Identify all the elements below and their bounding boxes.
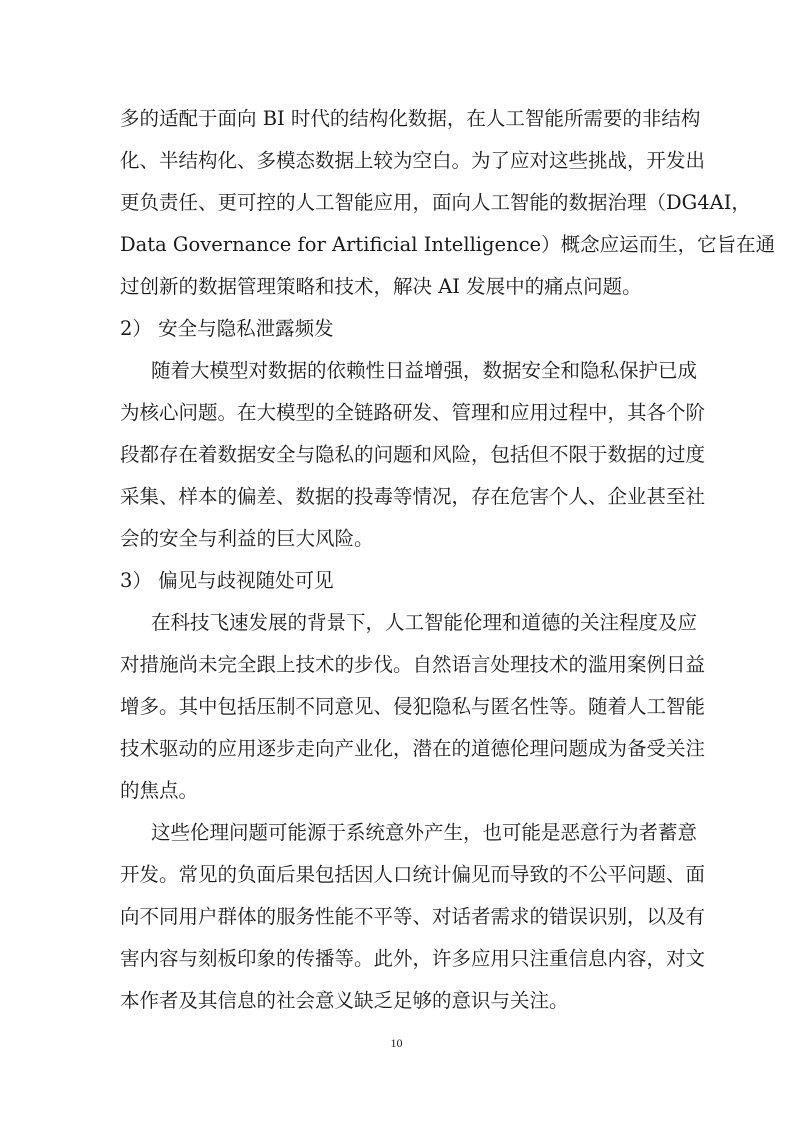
text-line: Data Governance for Artificial Intelligence）概念应运而生，它旨在通	[120, 233, 776, 256]
text-line: 会的安全与利益的巨大风险。	[120, 527, 374, 550]
page-number: 10	[390, 1036, 403, 1050]
text-line: 的焦点。	[120, 779, 199, 802]
section-heading-bias-discrimination: 3） 偏见与歧视随处可见	[120, 569, 334, 592]
text-line: 增多。其中包括压制不同意见、侵犯隐私与匿名性等。随着人工智能	[120, 695, 706, 718]
text-line: 更负责任、更可控的人工智能应用，面向人工智能的数据治理（DG4AI，	[120, 191, 751, 214]
text-line: 在科技飞速发展的背景下，人工智能伦理和道德的关注程度及应	[151, 611, 698, 634]
text-line: 技术驱动的应用逐步走向产业化，潜在的道德伦理问题成为备受关注	[120, 737, 706, 760]
text-line: 开发。常见的负面后果包括因人口统计偏见而导致的不公平问题、面	[120, 863, 706, 886]
text-line: 这些伦理问题可能源于系统意外产生，也可能是恶意行为者蓄意	[151, 821, 698, 844]
text-line: 采集、样本的偏差、数据的投毒等情况，存在危害个人、企业甚至社	[120, 485, 706, 508]
text-line: 本作者及其信息的社会意义缺乏足够的意识与关注。	[120, 989, 569, 1012]
text-line: 多的适配于面向 BI 时代的结构化数据，在人工智能所需要的非结构	[120, 107, 701, 130]
text-line: 段都存在着数据安全与隐私的问题和风险，包括但不限于数据的过度	[120, 443, 706, 466]
text-line: 化、半结构化、多模态数据上较为空白。为了应对这些挑战，开发出	[120, 149, 706, 172]
text-line: 对措施尚未完全跟上技术的步伐。自然语言处理技术的滥用案例日益	[120, 653, 706, 676]
text-line: 过创新的数据管理策略和技术，解决 AI 发展中的痛点问题。	[120, 275, 642, 298]
text-line: 为核心问题。在大模型的全链路研发、管理和应用过程中，其各个阶	[120, 401, 706, 424]
text-line: 向不同用户群体的服务性能不平等、对话者需求的错误识别，以及有	[120, 905, 706, 928]
text-line: 害内容与刻板印象的传播等。此外，许多应用只注重信息内容，对文	[120, 947, 706, 970]
section-heading-security-privacy: 2） 安全与隐私泄露频发	[120, 317, 334, 340]
text-line: 随着大模型对数据的依赖性日益增强，数据安全和隐私保护已成	[151, 359, 698, 382]
